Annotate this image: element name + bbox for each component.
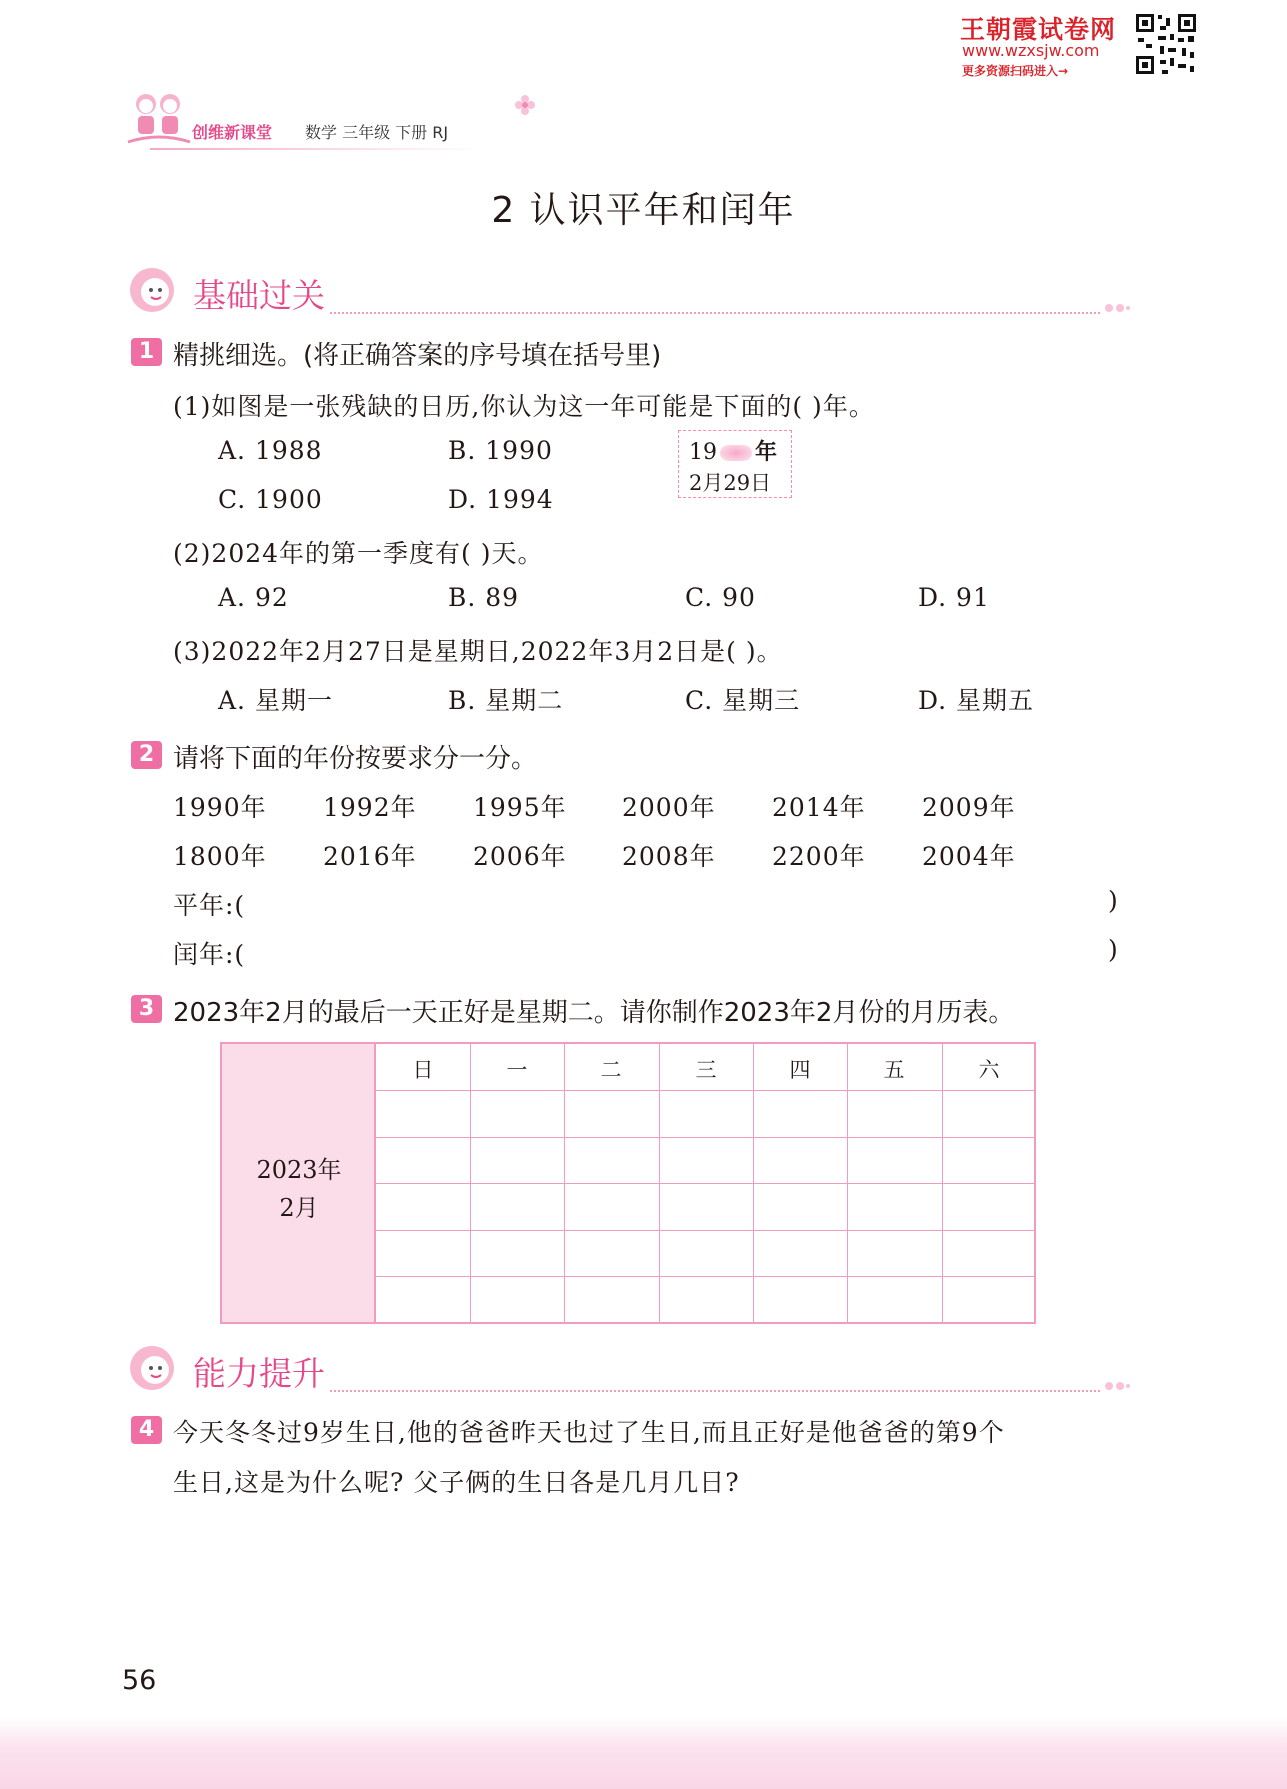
qr-code-icon[interactable]	[1134, 12, 1198, 76]
question-4-line1: 今天冬冬过9岁生日,他的爸爸昨天也过了生日,而且正好是他爸爸的第9个	[173, 1418, 1005, 1447]
question-badge-3: 3	[131, 995, 162, 1023]
watermark-title: 王朝霞试卷网	[960, 15, 1117, 44]
boy-avatar-icon	[128, 1344, 180, 1392]
footer-band	[0, 1718, 1287, 1789]
section-title-basic: 基础过关	[193, 276, 325, 315]
option-d[interactable]: D. 91	[918, 583, 990, 612]
calendar-date: 2月29日	[689, 471, 772, 495]
year-item: 2200年	[772, 842, 866, 871]
option-c[interactable]: C. 星期三	[685, 686, 801, 715]
subject-info: 数学 三年级 下册 RJ	[305, 123, 449, 142]
dots-decoration-icon	[1104, 302, 1130, 314]
table-year-label: 2023年	[256, 1156, 342, 1184]
question-1-3-stem: (3)2022年2月27日是星期日,2022年3月2日是( )。	[173, 637, 783, 666]
question-4-answer-area[interactable]	[173, 1520, 1133, 1640]
page-number: 56	[122, 1665, 157, 1696]
year-item: 2008年	[622, 842, 716, 871]
ink-blot	[720, 445, 752, 461]
option-a[interactable]: A. 92	[218, 583, 289, 612]
dots-decoration-icon	[1104, 1380, 1130, 1392]
question-1-1-stem: (1)如图是一张残缺的日历,你认为这一年可能是下面的( )年。	[173, 392, 875, 421]
calendar-grid[interactable]	[376, 1044, 1036, 1322]
grid-line	[376, 1230, 1036, 1231]
question-badge-1: 1	[131, 338, 162, 366]
year-item: 2009年	[922, 793, 1016, 822]
common-year-answer[interactable]	[260, 880, 1100, 920]
watermark-url[interactable]: www.wzxsjw.com	[962, 41, 1100, 60]
leap-year-answer[interactable]	[260, 929, 1100, 969]
option-d[interactable]: D. 1994	[448, 485, 554, 514]
girl-avatar-icon	[128, 266, 180, 314]
month-calendar-table	[220, 1042, 1036, 1324]
question-2-title: 请将下面的年份按要求分一分。	[173, 744, 538, 774]
year-item: 1800年	[173, 842, 267, 871]
year-item: 2016年	[323, 842, 417, 871]
option-a[interactable]: A. 星期一	[218, 686, 333, 715]
weekday-header: 三	[695, 1058, 717, 1082]
year-item: 1990年	[173, 793, 267, 822]
weekday-header: 四	[789, 1058, 811, 1082]
grid-line	[376, 1090, 1036, 1091]
year-item: 2014年	[772, 793, 866, 822]
close-paren: )	[1108, 886, 1119, 915]
table-month-label: 2月	[279, 1194, 319, 1222]
option-b[interactable]: B. 89	[448, 583, 520, 612]
year-item: 2000年	[622, 793, 716, 822]
kids-logo-icon	[124, 88, 194, 150]
weekday-header: 二	[600, 1058, 622, 1082]
question-badge-2: 2	[131, 741, 162, 769]
question-3-title: 2023年2月的最后一天正好是星期二。请你制作2023年2月份的月历表。	[173, 998, 1015, 1028]
year-item: 2006年	[473, 842, 567, 871]
calendar-year-prefix: 19	[689, 440, 717, 465]
section-divider	[330, 312, 1100, 314]
year-item: 1995年	[473, 793, 567, 822]
question-4-line2: 生日,这是为什么呢? 父子俩的生日各是几月几日?	[173, 1468, 740, 1497]
watermark-tip: 更多资源扫码进入→	[962, 64, 1069, 78]
section-divider	[330, 1390, 1100, 1392]
torn-calendar	[678, 430, 792, 498]
year-item: 1992年	[323, 793, 417, 822]
series-name: 创维新课堂	[192, 123, 273, 142]
weekday-header: 日	[412, 1058, 434, 1082]
grid-line	[376, 1183, 1036, 1184]
option-b[interactable]: B. 星期二	[448, 686, 564, 715]
leap-year-label: 闰年:(	[173, 940, 246, 969]
option-d[interactable]: D. 星期五	[918, 686, 1035, 715]
grid-line	[376, 1276, 1036, 1277]
weekday-header: 一	[506, 1058, 528, 1082]
year-item: 2004年	[922, 842, 1016, 871]
grid-line	[376, 1137, 1036, 1138]
calendar-year	[689, 435, 777, 466]
common-year-label: 平年:(	[173, 891, 246, 920]
weekday-header: 五	[883, 1058, 905, 1082]
lesson-title: 2 认识平年和闰年	[491, 190, 796, 231]
option-b[interactable]: B. 1990	[448, 436, 553, 465]
question-badge-4: 4	[131, 1416, 162, 1444]
option-a[interactable]: A. 1988	[218, 436, 323, 465]
month-label-cell	[222, 1044, 376, 1322]
option-c[interactable]: C. 90	[685, 583, 756, 612]
flower-icon	[514, 94, 536, 116]
question-1-title: 精挑细选。(将正确答案的序号填在括号里)	[173, 341, 662, 371]
header-divider	[150, 148, 480, 150]
option-c[interactable]: C. 1900	[218, 485, 323, 514]
close-paren: )	[1108, 935, 1119, 964]
calendar-year-suffix: 年	[755, 440, 778, 465]
section-title-advanced: 能力提升	[193, 1354, 325, 1393]
question-1-2-stem: (2)2024年的第一季度有( )天。	[173, 539, 544, 568]
weekday-header: 六	[978, 1058, 1000, 1082]
